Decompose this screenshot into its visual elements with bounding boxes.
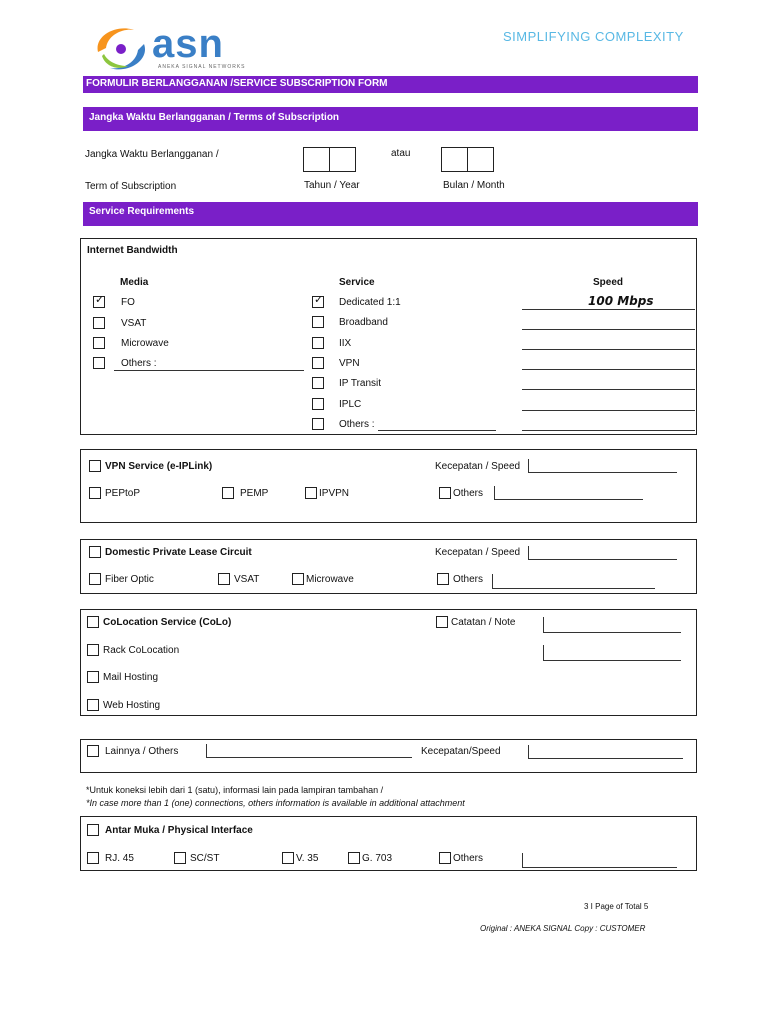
colo-checkbox[interactable] [87, 616, 99, 628]
dplc-vsat-label: VSAT [234, 574, 260, 585]
year-digit-2[interactable] [329, 147, 356, 172]
dplc-fiber-checkbox[interactable] [89, 573, 101, 585]
vpn-others-line[interactable] [494, 499, 643, 500]
dplc-others-checkbox[interactable] [437, 573, 449, 585]
colo-note-line-start [543, 645, 544, 660]
terms-section-bar [83, 107, 698, 131]
note-line-en: *In case more than 1 (one) connections, others information is available in additional attachment [86, 798, 465, 808]
speed-line[interactable] [522, 430, 695, 431]
others-line-start [206, 744, 207, 757]
internet-bandwidth-title: Internet Bandwidth [87, 245, 178, 256]
vpn-pemp-checkbox[interactable] [222, 487, 234, 499]
media-others-line[interactable] [114, 370, 304, 371]
interface-checkbox[interactable] [87, 824, 99, 836]
colo-note-label: Catatan / Note [451, 617, 516, 628]
others-speed-line[interactable] [528, 758, 683, 759]
colo-web-label: Web Hosting [103, 700, 161, 711]
vpn-peptop-checkbox[interactable] [89, 487, 101, 499]
media-vsat-label: VSAT [121, 318, 147, 329]
vpn-service-checkbox[interactable] [89, 460, 101, 472]
interface-rj45-checkbox[interactable] [87, 852, 99, 864]
speed-header: Speed [593, 277, 624, 288]
dplc-checkbox[interactable] [89, 546, 101, 558]
month-digit-2[interactable] [467, 147, 494, 172]
service-dedicated-label: Dedicated 1:1 [339, 297, 401, 308]
dplc-speed-label: Kecepatan / Speed [435, 547, 521, 558]
interface-others-checkbox[interactable] [439, 852, 451, 864]
tagline: SIMPLIFYING COMPLEXITY [503, 29, 684, 44]
colo-mail-checkbox[interactable] [87, 671, 99, 683]
or-label: atau [391, 148, 411, 159]
others-speed-line-start [528, 745, 529, 758]
dplc-title: Domestic Private Lease Circuit [105, 547, 252, 558]
colo-rack-checkbox[interactable] [87, 644, 99, 656]
service-iix-checkbox[interactable] [312, 337, 324, 349]
vpn-speed-label: Kecepatan / Speed [435, 461, 521, 472]
interface-rj45-label: RJ. 45 [105, 853, 134, 864]
year-digit-1[interactable] [303, 147, 330, 172]
interface-g703-label: G. 703 [362, 853, 393, 864]
dplc-others-label: Others [453, 574, 484, 585]
speed-line[interactable] [522, 329, 695, 330]
page-number: 3 I Page of Total 5 [584, 902, 649, 911]
others-checkbox[interactable] [87, 745, 99, 757]
colo-note-checkbox[interactable] [436, 616, 448, 628]
vpn-others-checkbox[interactable] [439, 487, 451, 499]
service-iplc-label: IPLC [339, 399, 362, 410]
colo-note-line[interactable] [543, 632, 681, 633]
dplc-others-line-start [492, 574, 493, 588]
service-iix-label: IIX [339, 338, 352, 349]
vpn-ipvpn-label: IPVPN [319, 488, 350, 499]
interface-others-line[interactable] [522, 867, 677, 868]
colo-mail-label: Mail Hosting [103, 672, 159, 683]
media-others-label: Others : [121, 358, 157, 369]
interface-v35-checkbox[interactable] [282, 852, 294, 864]
requirements-section-title: Service Requirements [89, 206, 195, 217]
service-iptransit-label: IP Transit [339, 378, 382, 389]
colo-web-checkbox[interactable] [87, 699, 99, 711]
speed-line[interactable] [522, 410, 695, 411]
vpn-peptop-label: PEPtoP [105, 488, 141, 499]
speed-value-handwritten: 100 Mbps [588, 294, 654, 308]
media-fo-label: FO [121, 297, 135, 308]
service-others-label: Others : [339, 419, 375, 430]
vpn-ipvpn-checkbox[interactable] [305, 487, 317, 499]
interface-g703-checkbox[interactable] [348, 852, 360, 864]
asn-logo-icon [90, 22, 152, 74]
logo-subtitle: ANEKA SIGNAL NETWORKS [158, 64, 246, 70]
service-others-checkbox[interactable] [312, 418, 324, 430]
form-title-bar [83, 76, 698, 93]
month-digit-1[interactable] [441, 147, 468, 172]
dplc-microwave-checkbox[interactable] [292, 573, 304, 585]
form-title: FORMULIR BERLANGGANAN /SERVICE SUBSCRIPTION FORM [86, 78, 388, 89]
speed-line[interactable] [522, 309, 695, 310]
check-mark-icon: ✓ [95, 294, 105, 306]
logo-text: asn [152, 22, 224, 66]
vpn-speed-line[interactable] [528, 472, 677, 473]
dplc-others-line[interactable] [492, 588, 655, 589]
month-label: Bulan / Month [443, 180, 505, 191]
requirements-section-bar [83, 202, 698, 226]
interface-v35-label: V. 35 [296, 853, 319, 864]
interface-scst-checkbox[interactable] [174, 852, 186, 864]
internet-bandwidth-box [80, 238, 697, 435]
check-mark-icon: ✓ [314, 294, 324, 306]
service-vpn-label: VPN [339, 358, 360, 369]
vpn-others-label: Others [453, 488, 484, 499]
service-header: Service [339, 277, 375, 288]
media-header: Media [120, 277, 149, 288]
service-others-line[interactable] [378, 430, 496, 431]
service-broadband-label: Broadband [339, 317, 388, 328]
vpn-speed-line-start [528, 459, 529, 472]
interface-others-line-start [522, 853, 523, 867]
media-fo-checkbox[interactable] [93, 296, 105, 308]
service-vpn-checkbox[interactable] [312, 357, 324, 369]
colo-title: CoLocation Service (CoLo) [103, 617, 232, 628]
media-others-checkbox[interactable] [93, 357, 105, 369]
service-broadband-checkbox[interactable] [312, 316, 324, 328]
vpn-pemp-label: PEMP [240, 488, 269, 499]
dplc-speed-line[interactable] [528, 559, 677, 560]
colo-note-line-start [543, 617, 544, 632]
media-vsat-checkbox[interactable] [93, 317, 105, 329]
others-line[interactable] [206, 757, 412, 758]
service-iplc-checkbox[interactable] [312, 398, 324, 410]
media-microwave-checkbox[interactable] [93, 337, 105, 349]
terms-label-en: Term of Subscription [85, 181, 177, 192]
dplc-vsat-checkbox[interactable] [218, 573, 230, 585]
others-label: Lainnya / Others [105, 746, 179, 757]
interface-scst-label: SC/ST [190, 853, 220, 864]
copy-note: Original : ANEKA SIGNAL Copy : CUSTOMER [480, 924, 646, 933]
vpn-others-line-start [494, 486, 495, 499]
media-microwave-label: Microwave [121, 338, 169, 349]
service-iptransit-checkbox[interactable] [312, 377, 324, 389]
speed-line[interactable] [522, 369, 695, 370]
dplc-fiber-label: Fiber Optic [105, 574, 154, 585]
year-label: Tahun / Year [304, 180, 360, 191]
terms-section-title: Jangka Waktu Berlangganan / Terms of Subscription [89, 112, 340, 123]
speed-line[interactable] [522, 389, 695, 390]
service-dedicated-checkbox[interactable] [312, 296, 324, 308]
terms-label-id: Jangka Waktu Berlangganan / [85, 149, 219, 160]
interface-others-label: Others [453, 853, 484, 864]
dplc-speed-line-start [528, 546, 529, 559]
speed-line[interactable] [522, 349, 695, 350]
dplc-microwave-label: Microwave [306, 574, 354, 585]
note-line-id: *Untuk koneksi lebih dari 1 (satu), informasi lain pada lampiran tambahan / [86, 785, 384, 795]
interface-title: Antar Muka / Physical Interface [105, 825, 253, 836]
colo-rack-label: Rack CoLocation [103, 645, 180, 656]
colo-note-line[interactable] [543, 660, 681, 661]
vpn-service-title: VPN Service (e-IPLink) [105, 461, 213, 472]
others-speed-label: Kecepatan/Speed [421, 746, 501, 757]
